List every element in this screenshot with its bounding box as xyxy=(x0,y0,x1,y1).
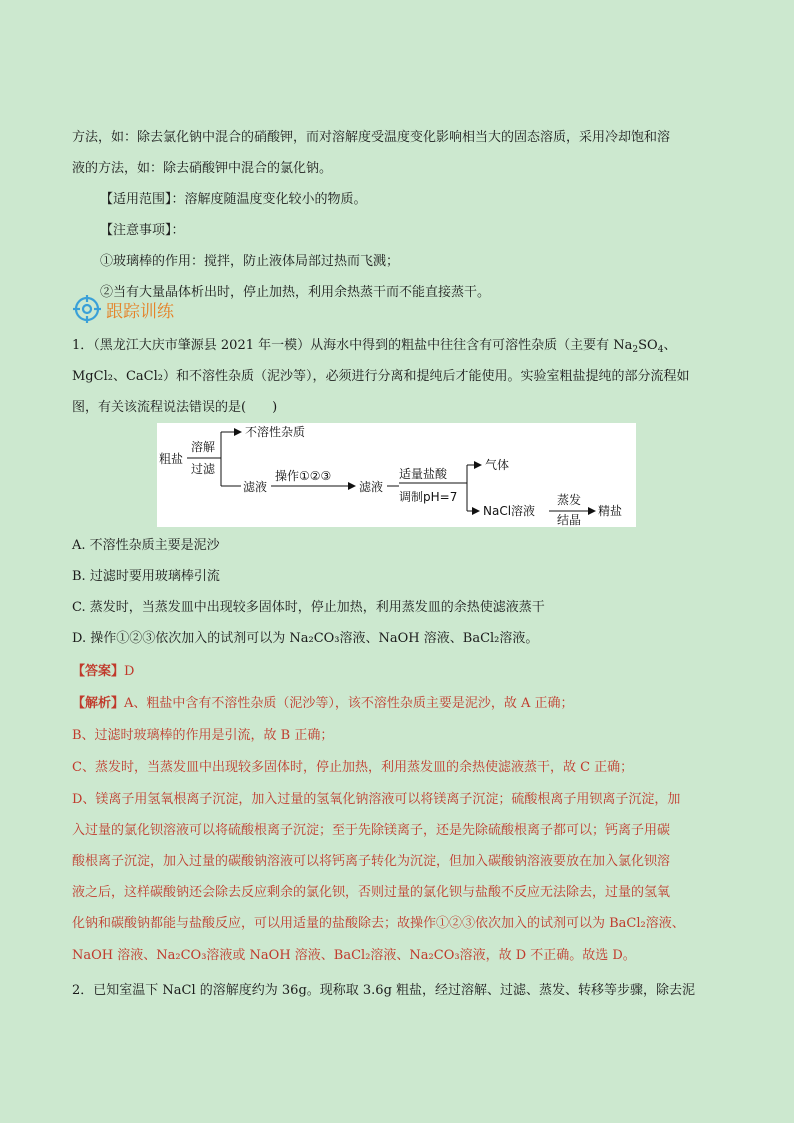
analysis-tag: 【解析】 xyxy=(72,696,125,711)
analysis-d-5: 化钠和碳酸钠都能与盐酸反应，可以用适量的盐酸除去；故操作①②③依次加入的试剂可以为 BaCl₂溶液、 xyxy=(72,916,685,931)
q1-line-2: MgCl₂、CaCl₂）和不溶性杂质（泥沙等），必须进行分离和提纯后才能使用。实验室粗盐提纯的部分流程如 xyxy=(72,369,690,384)
analysis-b: B、过滤时玻璃棒的作用是引流，故 B 正确； xyxy=(72,728,334,743)
note-1: ①玻璃棒的作用：搅拌，防止液体局部过热而飞溅； xyxy=(100,254,400,269)
q1-line-1-so: SO xyxy=(638,338,658,353)
analysis-d-4: 液之后，这样碳酸钠还会除去反应剩余的氯化钡，否则过量的氯化钡与盐酸不反应无法除去，过量的氢氧 xyxy=(72,885,671,900)
flow-operation: 操作①②③ xyxy=(275,469,332,483)
target-icon xyxy=(72,294,102,324)
answer-line xyxy=(72,663,134,681)
q1-line-1-text: 1．（黑龙江大庆市肇源县 2021 年一模）从海水中得到的粗盐中往往含有可溶性杂质（主要有 Na xyxy=(72,338,633,353)
flow-ph: 调制pH=7 xyxy=(399,490,458,504)
flow-diagram xyxy=(157,423,636,527)
section-title: 跟踪训练 xyxy=(106,301,174,322)
q2-line-1: 2．已知室温下 NaCl 的溶解度约为 36g。现称取 3.6g 粗盐，经过溶解、过滤、蒸发、转移等步骤，除去泥 xyxy=(72,983,696,998)
analysis-d-1: D、镁离子用氢氧根离子沉淀，加入过量的氢氧化钠溶液可以将镁离子沉淀；硫酸根离子用钡离子沉淀，加 xyxy=(72,792,681,807)
flow-dissolve: 溶解 xyxy=(191,440,216,454)
scope-text: 【适用范围】：溶解度随温度变化较小的物质。 xyxy=(100,192,367,207)
flow-nacl: NaCl溶液 xyxy=(483,504,536,518)
answer-value: D xyxy=(124,664,135,679)
flow-crystal: 结晶 xyxy=(557,513,582,527)
flow-filtrate: 滤液 xyxy=(243,480,268,494)
notes-title: 【注意事项】： xyxy=(100,223,185,238)
q1-line-1-end: 、 xyxy=(663,338,677,353)
q1-line-1 xyxy=(72,337,676,359)
flow-insoluble: 不溶性杂质 xyxy=(245,425,306,439)
note-2: ②当有大量晶体析出时，停止加热，利用余热蒸干而不能直接蒸干。 xyxy=(100,285,491,300)
section-heading xyxy=(72,292,174,326)
subscript-4: 4 xyxy=(657,345,664,355)
analysis-d-3: 酸根离子沉淀，加入过量的碳酸钠溶液可以将钙离子转化为沉淀，但加入碳酸钠溶液要放在加入氯化钡溶 xyxy=(72,854,671,869)
flow-gas: 气体 xyxy=(485,458,510,472)
answer-tag: 【答案】 xyxy=(72,664,125,679)
intro-line-2: 液的方法，如：除去硝酸钾中混合的氯化钠。 xyxy=(72,161,333,176)
option-b: B. 过滤时要用玻璃棒引流 xyxy=(72,569,220,584)
subscript-2: 2 xyxy=(632,345,639,355)
option-d: D. 操作①②③依次加入的试剂可以为 Na₂CO₃溶液、NaOH 溶液、BaCl₂溶液。 xyxy=(72,631,539,646)
option-a: A. 不溶性杂质主要是泥沙 xyxy=(72,538,220,553)
flow-acid: 适量盐酸 xyxy=(399,467,448,481)
intro-line-1: 方法，如：除去氯化钠中混合的硝酸钾，而对溶解度受温度变化影响相当大的固态溶质，采用冷却饱和溶 xyxy=(72,130,671,145)
flow-evaporate: 蒸发 xyxy=(557,493,582,507)
analysis-c: C、蒸发时，当蒸发皿中出现较多固体时，停止加热，利用蒸发皿的余热使滤液蒸干，故 C 正确； xyxy=(72,760,634,775)
option-c: C. 蒸发时，当蒸发皿中出现较多固体时，停止加热，利用蒸发皿的余热使滤液蒸干 xyxy=(72,600,545,615)
flow-filter: 过滤 xyxy=(191,462,216,476)
analysis-line-1 xyxy=(72,695,574,713)
flow-refined: 精盐 xyxy=(598,504,623,518)
flow-filtrate-2: 滤液 xyxy=(359,480,384,494)
analysis-a: A、粗盐中含有不溶性杂质（泥沙等），该不溶性杂质主要是泥沙，故 A 正确； xyxy=(124,696,574,711)
analysis-d-6: NaOH 溶液、Na₂CO₃溶液或 NaOH 溶液、BaCl₂溶液、Na₂CO₃溶液，故 D 不正确。故选 D。 xyxy=(72,948,636,963)
q1-line-3: 图，有关该流程说法错误的是( ) xyxy=(72,400,278,415)
analysis-d-2: 入过量的氯化钡溶液可以将硫酸根离子沉淀；至于先除镁离子，还是先除硫酸根离子都可以；钙离子用碳 xyxy=(72,823,671,838)
flow-crude-salt: 粗盐 xyxy=(159,452,184,466)
